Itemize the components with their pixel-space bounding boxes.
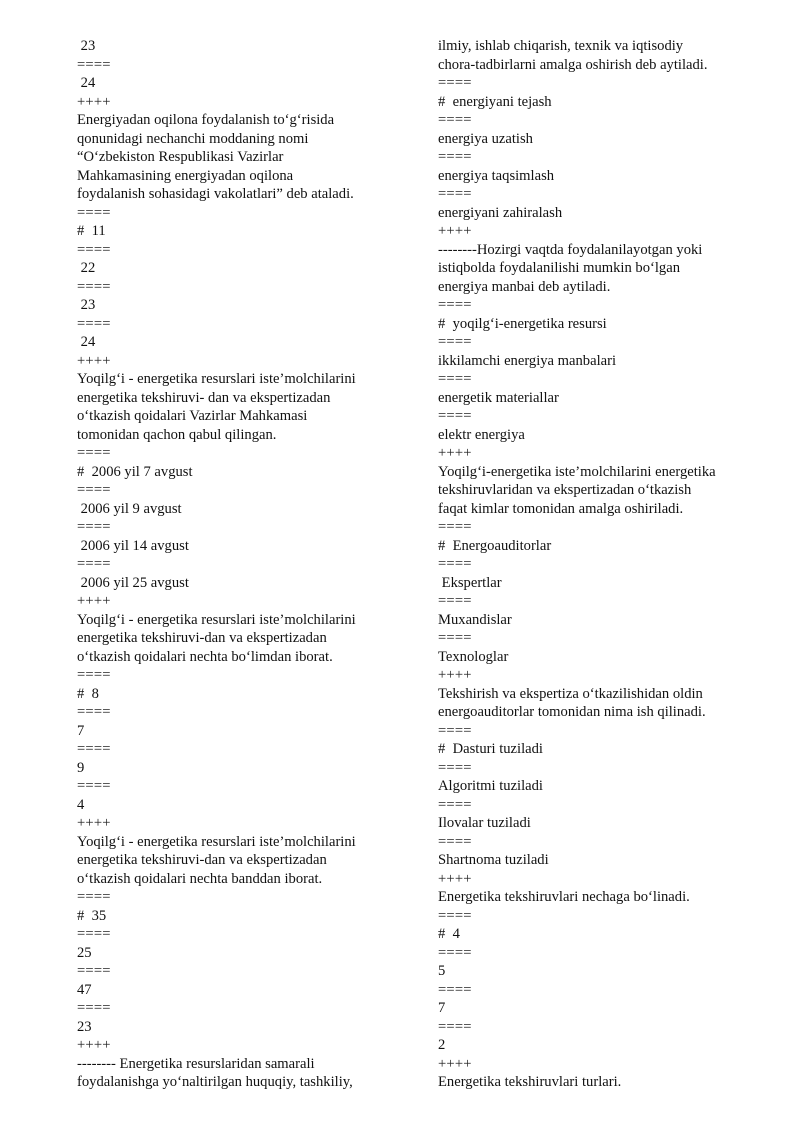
- text-line: energetik materiallar: [438, 389, 559, 406]
- option-separator: ====: [77, 889, 111, 905]
- option-separator: ====: [438, 981, 472, 998]
- option-separator: ====: [77, 519, 111, 535]
- option-separator: ====: [438, 630, 472, 646]
- text-line: faqat kimlar tomonidan amalga oshiriladi.: [438, 500, 684, 517]
- text-line: 47: [77, 981, 92, 998]
- text-line: istiqbolda foydalanilishi mumkin bo‘lgan: [438, 260, 680, 276]
- text-line: energiyani zahiralash: [438, 204, 563, 221]
- question-separator: ++++: [77, 93, 111, 110]
- text-line: ilmiy, ishlab chiqarish, texnik va iqtisodiy: [438, 38, 684, 54]
- text-line: energiya taqsimlash: [438, 167, 555, 184]
- text-line: Yoqilg‘i - energetika resurslari iste’molchilarini: [77, 371, 356, 387]
- text-line: foydalanishga yo‘naltirilgan huquqiy, tashkiliy,: [77, 1074, 353, 1090]
- option-separator: ====: [438, 408, 472, 424]
- left-column: [77, 37, 407, 1092]
- text-line: Energetika tekshiruvlari turlari.: [438, 1074, 622, 1090]
- correct-answer-line: # energiyani tejash: [438, 93, 552, 110]
- text-line: Texnologlar: [438, 648, 509, 665]
- text-line: 23: [77, 297, 96, 313]
- text-line: 5: [438, 963, 446, 979]
- text-line: 25: [77, 944, 92, 961]
- option-separator: ====: [438, 1018, 472, 1035]
- question-separator: ++++: [77, 593, 111, 609]
- text-line: energiya manbai deb aytiladi.: [438, 278, 611, 295]
- option-separator: ====: [438, 907, 472, 924]
- text-line: 4: [77, 796, 85, 813]
- text-line: Yoqilg‘i - energetika resurslari iste’molchilarini: [77, 611, 356, 628]
- text-line: o‘tkazish qoidalari nechta bo‘limdan iborat.: [77, 648, 333, 665]
- option-separator: ====: [438, 833, 472, 850]
- correct-answer-line: # yoqilg‘i-energetika resursi: [438, 315, 607, 332]
- text-line: Energiyadan oqilona foydalanish to‘g‘risida: [77, 112, 335, 128]
- question-separator: ++++: [77, 815, 111, 831]
- text-line: 7: [438, 1000, 446, 1016]
- text-line: 2006 yil 9 avgust: [77, 500, 182, 517]
- text-line: “O‘zbekiston Respublikasi Vazirlar: [77, 149, 284, 165]
- text-line: energoauditorlar tomonidan nima ish qilinadi.: [438, 704, 706, 720]
- text-line: energiya uzatish: [438, 130, 533, 147]
- option-separator: ====: [77, 556, 111, 572]
- option-separator: ====: [77, 926, 111, 942]
- option-separator: ====: [438, 149, 472, 165]
- text-line: 2006 yil 14 avgust: [77, 537, 189, 554]
- text-line: Muxandislar: [438, 611, 512, 628]
- text-line: qonunidagi nechanchi moddaning nomi: [77, 130, 309, 147]
- correct-answer-line: # 4: [438, 926, 460, 942]
- text-line: 23: [77, 38, 96, 54]
- option-separator: ====: [77, 1000, 111, 1016]
- text-line: 2006 yil 25 avgust: [77, 574, 189, 591]
- question-separator: ++++: [438, 445, 472, 461]
- correct-answer-line: # 8: [77, 685, 99, 702]
- text-line: Ekspertlar: [438, 574, 502, 591]
- text-line: energetika tekshiruvi- dan va ekspertizadan: [77, 389, 331, 406]
- option-separator: ====: [77, 315, 111, 332]
- text-line: 7: [77, 722, 85, 739]
- option-separator: ====: [438, 112, 472, 128]
- text-line: chora-tadbirlarni amalga oshirish deb aytiladi.: [438, 56, 708, 73]
- text-line: ikkilamchi energiya manbalari: [438, 352, 617, 369]
- text-line: tomonidan qachon qabul qilingan.: [77, 426, 277, 443]
- option-separator: ====: [77, 204, 111, 221]
- text-line: --------Hozirgi vaqtda foydalanilayotgan yoki: [438, 241, 703, 258]
- right-column: [438, 37, 768, 1092]
- question-separator: ++++: [438, 667, 472, 683]
- text-line: Yoqilg‘i - energetika resurslari iste’molchilarini: [77, 833, 356, 850]
- text-line: o‘tkazish qoidalari nechta banddan iborat.: [77, 870, 323, 887]
- option-separator: ====: [438, 334, 472, 350]
- option-separator: ====: [77, 704, 111, 720]
- question-separator: ++++: [438, 1055, 472, 1072]
- correct-answer-line: # 11: [77, 223, 106, 239]
- text-line: 23: [77, 1018, 92, 1035]
- option-separator: ====: [438, 75, 472, 91]
- text-line: Algoritmi tuziladi: [438, 778, 543, 794]
- text-line: o‘tkazish qoidalari Vazirlar Mahkamasi: [77, 408, 308, 424]
- text-line: Ilovalar tuziladi: [438, 815, 531, 831]
- option-separator: ====: [77, 445, 111, 461]
- text-line: energetika tekshiruvi-dan va ekspertizadan: [77, 852, 327, 868]
- text-line: Tekshirish va ekspertiza o‘tkazilishidan oldin: [438, 685, 703, 702]
- text-line: Mahkamasining energiyadan oqilona: [77, 167, 294, 184]
- text-line: 9: [77, 759, 85, 776]
- option-separator: ====: [77, 241, 111, 258]
- question-separator: ++++: [438, 870, 472, 887]
- question-separator: ++++: [438, 223, 472, 239]
- text-line: foydalanish sohasidagi vakolatlari” deb ataladi.: [77, 186, 354, 202]
- option-separator: ====: [77, 56, 111, 73]
- option-separator: ====: [77, 667, 111, 683]
- text-line: 24: [77, 334, 96, 350]
- text-line: -------- Energetika resurslaridan samarali: [77, 1055, 315, 1072]
- option-separator: ====: [438, 944, 472, 961]
- option-separator: ====: [438, 371, 472, 387]
- option-separator: ====: [438, 593, 472, 609]
- correct-answer-line: # 35: [77, 907, 107, 924]
- option-separator: ====: [438, 519, 472, 535]
- correct-answer-line: # Dasturi tuziladi: [438, 741, 543, 757]
- text-line: 2: [438, 1037, 446, 1053]
- option-separator: ====: [77, 741, 111, 757]
- text-line: Yoqilg‘i-energetika iste’molchilarini energetika: [438, 463, 716, 480]
- text-line: 24: [77, 75, 96, 91]
- text-line: Shartnoma tuziladi: [438, 852, 549, 868]
- option-separator: ====: [77, 778, 111, 794]
- text-line: energetika tekshiruvi-dan va ekspertizadan: [77, 630, 327, 646]
- question-separator: ++++: [77, 352, 111, 369]
- option-separator: ====: [438, 759, 472, 776]
- text-line: Energetika tekshiruvlari nechaga bo‘linadi.: [438, 889, 690, 905]
- option-separator: ====: [77, 278, 111, 295]
- text-line: tekshiruvlaridan va ekspertizadan o‘tkazish: [438, 482, 692, 498]
- option-separator: ====: [438, 186, 472, 202]
- text-line: elektr energiya: [438, 426, 525, 443]
- option-separator: ====: [77, 482, 111, 498]
- correct-answer-line: # 2006 yil 7 avgust: [77, 463, 193, 480]
- option-separator: ====: [438, 297, 472, 313]
- option-separator: ====: [438, 722, 472, 739]
- text-line: 22: [77, 260, 96, 276]
- option-separator: ====: [438, 796, 472, 813]
- option-separator: ====: [438, 556, 472, 572]
- option-separator: ====: [77, 963, 111, 979]
- question-separator: ++++: [77, 1037, 111, 1053]
- correct-answer-line: # Energoauditorlar: [438, 537, 552, 554]
